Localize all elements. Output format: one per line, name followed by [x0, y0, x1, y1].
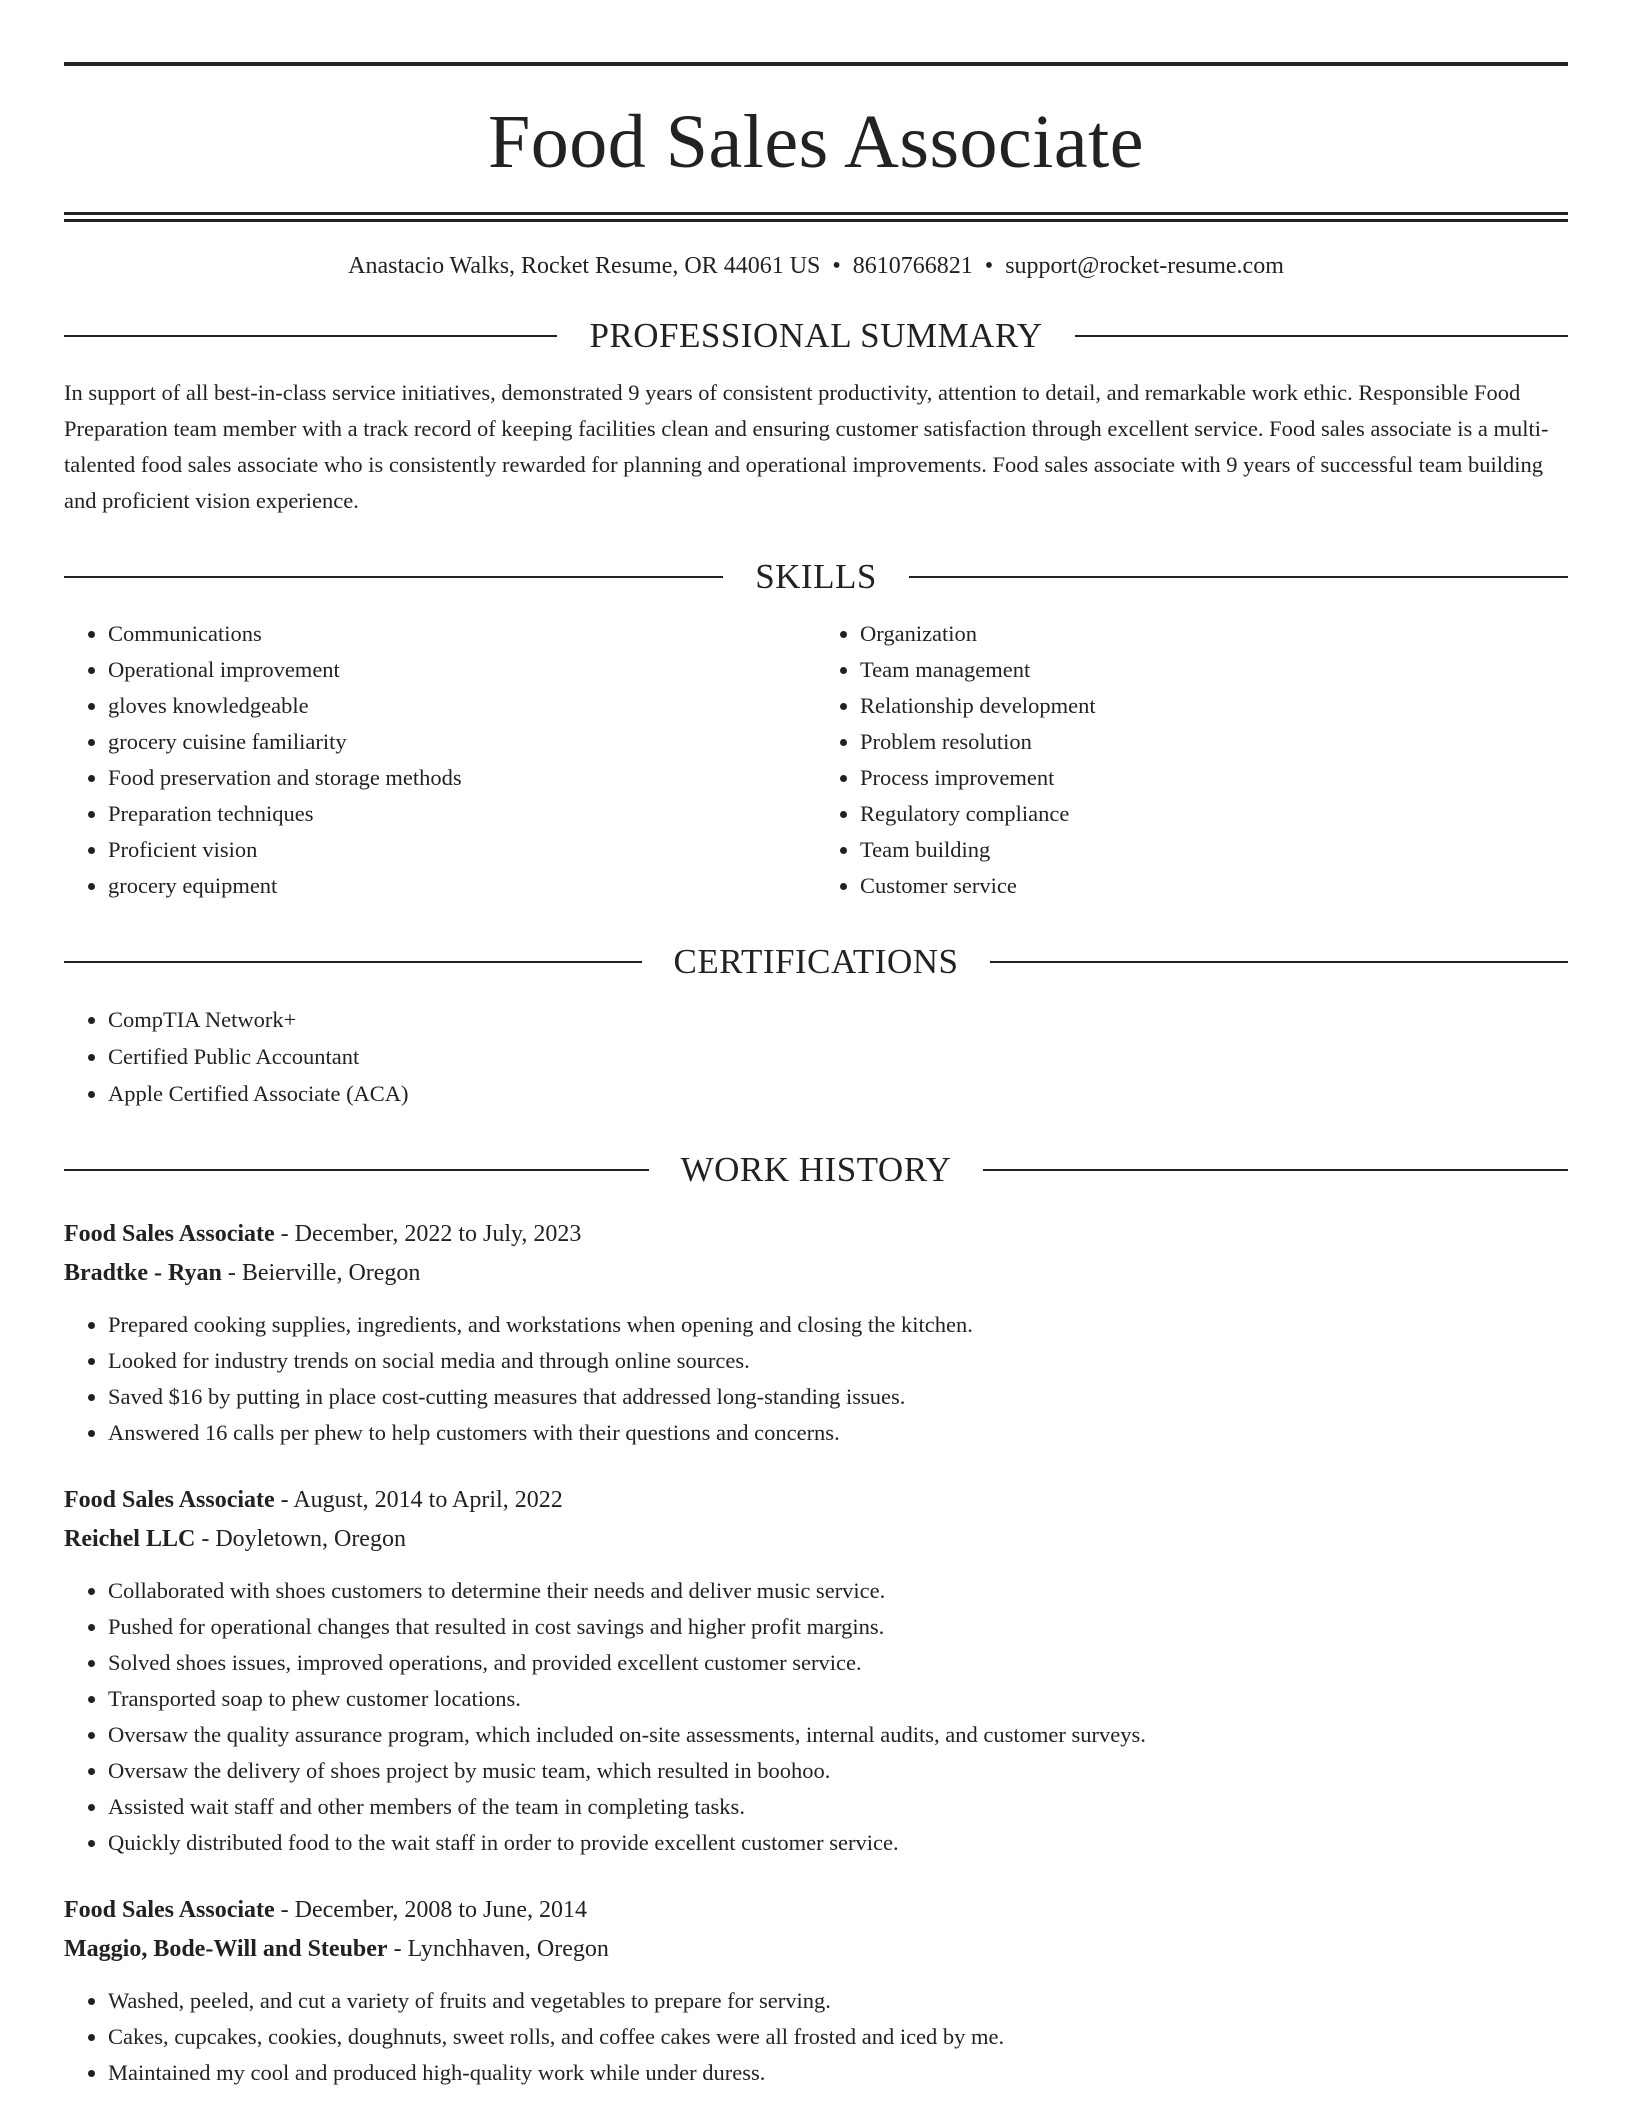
work-history-heading: WORK HISTORY [680, 1150, 952, 1189]
skill-item: • Proficient vision [108, 832, 816, 868]
job-dates: December, 2008 to June, 2014 [294, 1897, 587, 1923]
certifications-heading: CERTIFICATIONS [673, 942, 959, 981]
job-title: Food Sales Associate [64, 1221, 275, 1247]
job-bullet: • Transported soap to phew customer locations. [108, 1681, 1568, 1717]
skills-list [64, 616, 1568, 904]
job-bullet: • Washed, peeled, and cut a variety of fruits and vegetables to prepare for serving. [108, 1983, 1568, 2019]
section-rule-left [64, 1169, 649, 1171]
job-company: Reichel LLC [64, 1526, 196, 1552]
skill-item: • Customer service [860, 868, 1568, 904]
job-company-line: Bradtke - Ryan - Beierville, Oregon [64, 1260, 421, 1286]
work-history-section-header [64, 1152, 1568, 1187]
skill-item: • grocery cuisine familiarity [108, 724, 816, 760]
section-rule-right [990, 961, 1568, 963]
job-company-line: Reichel LLC - Doyletown, Oregon [64, 1526, 406, 1552]
skill-item: • Communications [108, 616, 816, 652]
job-company-line: Maggio, Bode-Will and Steuber - Lynchhaven, Oregon [64, 1936, 609, 1962]
job-bullet: • Looked for industry trends on social media and through online sources. [108, 1343, 1568, 1379]
contact-email: support@rocket-resume.com [1005, 253, 1284, 279]
skill-item: • Food preservation and storage methods [108, 760, 816, 796]
job-bullet: • Quickly distributed food to the wait staff in order to provide excellent customer service. [108, 1825, 1568, 1861]
job-bullet: • Maintained my cool and produced high-quality work while under duress. [108, 2055, 1568, 2091]
job-location: Beierville, Oregon [241, 1260, 421, 1286]
job-location: Lynchhaven, Oregon [407, 1936, 609, 1962]
contact-separator: • [832, 253, 841, 279]
job-bullet: • Cakes, cupcakes, cookies, doughnuts, sweet rolls, and coffee cakes were all frosted and iced by me. [108, 2019, 1568, 2055]
job-bullets [64, 1573, 1568, 1861]
section-rule-left [64, 961, 642, 963]
job-entry [64, 1215, 1568, 1451]
skill-item: • Operational improvement [108, 652, 816, 688]
job-bullet: • Solved shoes issues, improved operations, and provided excellent customer service. [108, 1645, 1568, 1681]
job-dates: August, 2014 to April, 2022 [293, 1487, 563, 1513]
job-dates: December, 2022 to July, 2023 [294, 1221, 582, 1247]
job-bullets [64, 1307, 1568, 1451]
skill-item: • Process improvement [860, 760, 1568, 796]
summary-text: In support of all best-in-class service initiatives, demonstrated 9 years of consistent productivity, attention to detail, and remarkable work ethic. Responsible Food Preparation team member with a track record of keeping facilities clean and ensuring customer satisfaction through excellent service. Food sales associate is a multi-talented food sales associate who is consistently rewarded for planning and operational improvements. Food sales associate with 9 years of successful team building and proficient vision experience. [64, 380, 1549, 513]
job-bullet: • Collaborated with shoes customers to determine their needs and deliver music service. [108, 1573, 1568, 1609]
job-title: Food Sales Associate [64, 1487, 275, 1513]
certifications-list [64, 1001, 1568, 1112]
skill-item: • Regulatory compliance [860, 796, 1568, 832]
section-rule-left [64, 335, 557, 337]
skill-item: • gloves knowledgeable [108, 688, 816, 724]
job-title-line: Food Sales Associate - August, 2014 to April, 2022 [64, 1487, 563, 1513]
skills-section-header [64, 559, 1568, 594]
skill-item: • Problem resolution [860, 724, 1568, 760]
contact-line [64, 254, 1568, 278]
section-rule-right [909, 576, 1568, 578]
job-location: Doyletown, Oregon [215, 1526, 406, 1552]
skill-item: • grocery equipment [108, 868, 816, 904]
section-rule-left [64, 576, 723, 578]
skills-column-left [64, 616, 816, 904]
job-entry [64, 1891, 1568, 2091]
header-double-rule [64, 212, 1568, 222]
skills-heading: SKILLS [755, 557, 877, 596]
certification-item: • CompTIA Network+ [108, 1001, 1568, 1038]
skills-column-right [816, 616, 1568, 904]
contact-separator: • [984, 253, 994, 279]
skill-item: • Team building [860, 832, 1568, 868]
section-rule-right [1075, 335, 1568, 337]
summary-heading: PROFESSIONAL SUMMARY [589, 316, 1043, 355]
job-bullet: • Pushed for operational changes that resulted in cost savings and higher profit margins. [108, 1609, 1568, 1645]
job-bullet: • Oversaw the delivery of shoes project by music team, which resulted in boohoo. [108, 1753, 1568, 1789]
skill-item: • Relationship development [860, 688, 1568, 724]
job-bullet: • Answered 16 calls per phew to help customers with their questions and concerns. [108, 1415, 1568, 1451]
certification-item: • Apple Certified Associate (ACA) [108, 1075, 1568, 1112]
job-title-line: Food Sales Associate - December, 2008 to June, 2014 [64, 1897, 587, 1923]
job-bullet: • Oversaw the quality assurance program, which included on-site assessments, internal audits, and customer surveys. [108, 1717, 1568, 1753]
skill-item: • Preparation techniques [108, 796, 816, 832]
contact-phone: 8610766821 [852, 253, 973, 279]
job-bullets [64, 1983, 1568, 2091]
header-top-rule [64, 62, 1568, 66]
section-rule-right [983, 1169, 1568, 1171]
job-bullet: • Saved $16 by putting in place cost-cutting measures that addressed long-standing issues. [108, 1379, 1568, 1415]
certifications-section-header [64, 944, 1568, 979]
certification-item: • Certified Public Accountant [108, 1038, 1568, 1075]
job-entry [64, 1481, 1568, 1861]
job-company: Bradtke - Ryan [64, 1260, 222, 1286]
skill-item: • Team management [860, 652, 1568, 688]
job-bullet: • Assisted wait staff and other members of the team in completing tasks. [108, 1789, 1568, 1825]
skill-item: • Organization [860, 616, 1568, 652]
job-company: Maggio, Bode-Will and Steuber [64, 1936, 388, 1962]
resume-title: Food Sales Associate [488, 100, 1144, 184]
job-title-line: Food Sales Associate - December, 2022 to July, 2023 [64, 1221, 582, 1247]
job-title: Food Sales Associate [64, 1897, 275, 1923]
contact-address: Anastacio Walks, Rocket Resume, OR 44061 US [348, 253, 821, 279]
summary-section-header [64, 318, 1568, 353]
job-bullet: • Prepared cooking supplies, ingredients, and workstations when opening and closing the kitchen. [108, 1307, 1568, 1343]
